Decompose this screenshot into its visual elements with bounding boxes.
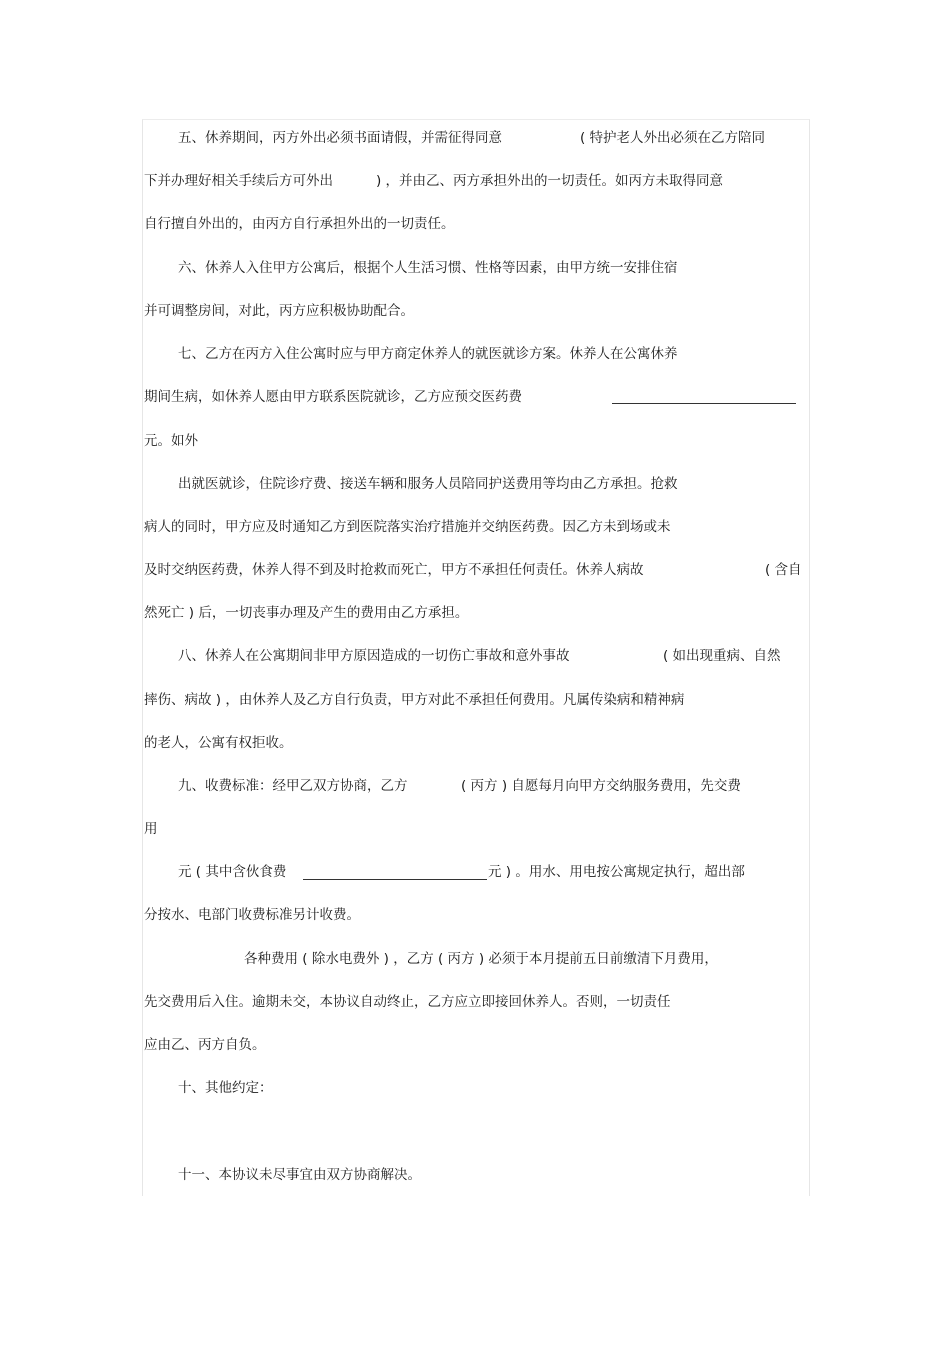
fill-in-blank xyxy=(612,403,796,404)
text-line: 六、休养人入住甲方公寓后，根据个人生活习惯、性格等因素，由甲方统一安排住宿 xyxy=(178,260,678,276)
text-line: 下并办理好相关手续后方可外出 xyxy=(144,173,333,189)
text-line: 摔伤、病故 ) ，由休养人及乙方自行负责，甲方对此不承担任何费用。凡属传染病和精神病 xyxy=(144,692,685,708)
text-line: 九、收费标准：经甲乙双方协商，乙方 xyxy=(178,778,408,794)
text-line: 分按水、电部门收费标准另计收费。 xyxy=(144,907,360,923)
text-line: 五、休养期间，丙方外出必须书面请假，并需征得同意 xyxy=(178,130,502,146)
text-line: 出就医就诊，住院诊疗费、接送车辆和服务人员陪同护送费用等均由乙方承担。抢救 xyxy=(178,476,678,492)
text-line: ( 如出现重病、自然 xyxy=(663,648,781,664)
text-line: 各种费用 ( 除水电费外 ) ，乙方 ( 丙方 ) 必须于本月提前五日前缴清下月费用， xyxy=(244,951,718,967)
text-line: 元 ( 其中含伙食费 xyxy=(178,864,287,880)
text-line: 并可调整房间，对此，丙方应积极协助配合。 xyxy=(144,303,414,319)
text-line: 先交费用后入住。逾期未交，本协议自动终止，乙方应立即接回休养人。否则，一切责任 xyxy=(144,994,671,1010)
text-line: 然死亡 ) 后，一切丧事办理及产生的费用由乙方承担。 xyxy=(144,605,469,621)
text-line: 期间生病，如休养人愿由甲方联系医院就诊，乙方应预交医药费 xyxy=(144,389,522,405)
text-line: 十、其他约定： xyxy=(178,1080,273,1096)
text-line: 的老人，公寓有权拒收。 xyxy=(144,735,293,751)
text-line: ( 特护老人外出必须在乙方陪同 xyxy=(580,130,766,146)
text-line: ) ，并由乙、丙方承担外出的一切责任。如丙方未取得同意 xyxy=(376,173,724,189)
text-line: 元 ) 。用水、用电按公寓规定执行，超出部 xyxy=(488,864,745,880)
text-line: 元。如外 xyxy=(144,433,198,449)
fill-in-blank xyxy=(303,879,487,880)
text-line: ( 含自 xyxy=(765,562,802,578)
text-line: 应由乙、丙方自负。 xyxy=(144,1037,266,1053)
text-line: ( 丙方 ) 自愿每月向甲方交纳服务费用，先交费 xyxy=(461,778,741,794)
text-line: 用 xyxy=(144,821,158,837)
text-line: 自行擅自外出的，由丙方自行承担外出的一切责任。 xyxy=(144,216,455,232)
text-line: 病人的同时，甲方应及时通知乙方到医院落实治疗措施并交纳医药费。因乙方未到场或未 xyxy=(144,519,671,535)
text-line: 八、休养人在公寓期间非甲方原因造成的一切伤亡事故和意外事故 xyxy=(178,648,570,664)
text-line: 十一、本协议未尽事宜由双方协商解决。 xyxy=(178,1167,421,1183)
text-line: 七、乙方在丙方入住公寓时应与甲方商定休养人的就医就诊方案。休养人在公寓休养 xyxy=(178,346,678,362)
text-line: 及时交纳医药费，休养人得不到及时抢救而死亡，甲方不承担任何责任。休养人病故 xyxy=(144,562,644,578)
